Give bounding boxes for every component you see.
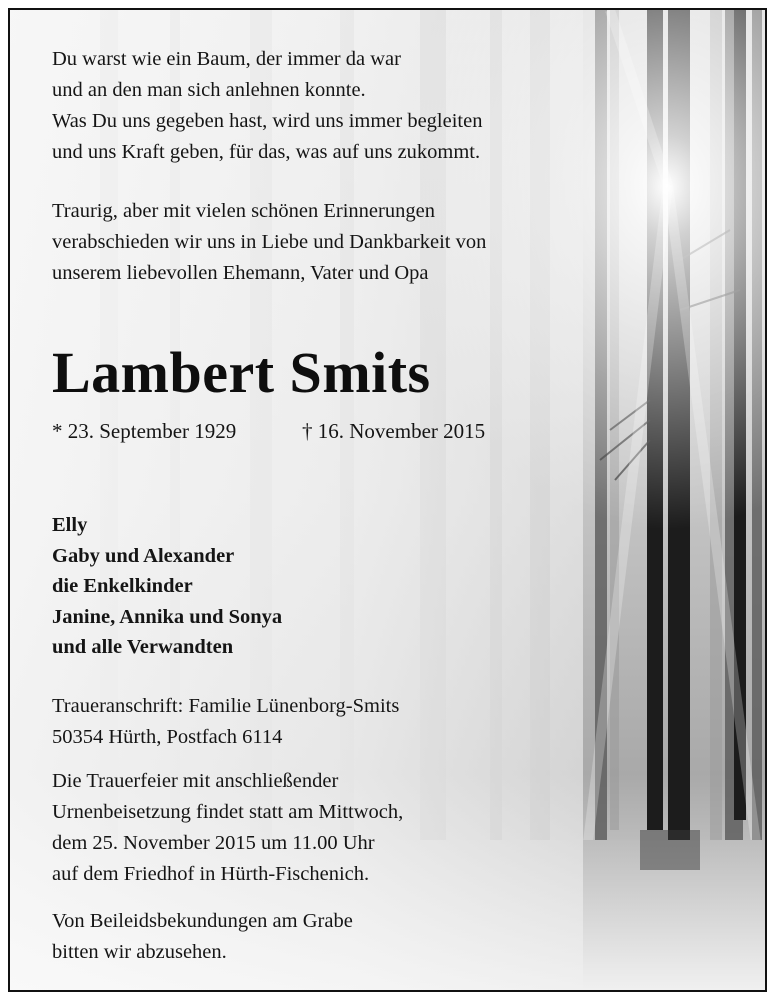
intro-line: verabschieden wir uns in Liebe und Dankbarkeit von [52, 231, 487, 253]
ceremony-line: Urnenbeisetzung findet statt am Mittwoch, [52, 801, 404, 823]
mourner: die Enkelkinder [52, 575, 193, 597]
mourner: Janine, Annika und Sonya [52, 605, 283, 628]
poem-line: und uns Kraft geben, für das, was auf uns zukommt. [52, 141, 481, 163]
birth-date: * 23. September 1929 [52, 419, 237, 443]
address-line: 50354 Hürth, Postfach 6114 [52, 726, 283, 748]
condolence-line: bitten wir abzusehen. [52, 941, 227, 963]
obituary-frame [8, 8, 767, 992]
mourning-address [52, 691, 399, 753]
ceremony-line: auf dem Friedhof in Hürth-Fischenich. [52, 863, 370, 885]
poem-line: Du warst wie ein Baum, der immer da war [52, 48, 401, 70]
mourner: und alle Verwandten [52, 636, 234, 658]
poem [52, 44, 482, 168]
death-date: † 16. November 2015 [302, 419, 486, 443]
poem-line: und an den man sich anlehnen konnte. [52, 79, 366, 101]
life-dates [52, 419, 486, 444]
ceremony-info [52, 766, 403, 890]
intro-line: unserem liebevollen Ehemann, Vater und Opa [52, 262, 429, 284]
ceremony-line: dem 25. November 2015 um 11.00 Uhr [52, 832, 375, 854]
ceremony-line: Die Trauerfeier mit anschließender [52, 770, 339, 792]
mourner: Elly [52, 514, 88, 536]
condolence-line: Von Beileidsbekundungen am Grabe [52, 910, 353, 932]
condolence-note [52, 906, 353, 968]
address-line: Traueranschrift: Familie Lünenborg-Smits [52, 695, 400, 717]
poem-line: Was Du uns gegeben hast, wird uns immer begleiten [52, 110, 483, 132]
deceased-name: Lambert Smits [52, 340, 431, 405]
intro-text [52, 196, 486, 289]
mourners-list [52, 510, 282, 663]
intro-line: Traurig, aber mit vielen schönen Erinnerungen [52, 200, 435, 222]
mourner: Gaby und Alexander [52, 544, 235, 567]
